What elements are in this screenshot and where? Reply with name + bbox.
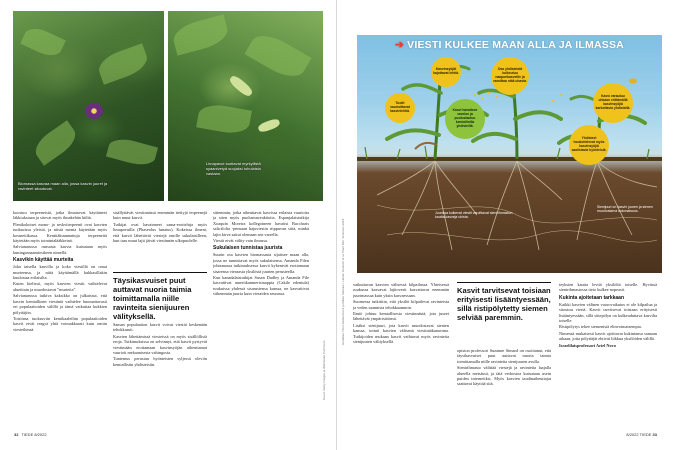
paragraph: Toisiinsa tuoksuviin kemikaaleihin populaatioiden kasvit eivät reagoi yhtä voimakkaasti kuin omiin viesteihinsä.	[13, 315, 107, 332]
pull-quote: Kasvit tarvitsevat toisiaan erityisesti lisääntyessään, sillä ristipölytetty siemen selviää paremmin.	[457, 286, 551, 322]
pullquote-rule	[113, 272, 207, 273]
photo-credit: Kuvat: Getty Images ja Wikimedia Commons	[322, 340, 326, 400]
paragraph: Kuten kielissä, myös kasvien viestit vaihtelevat alueittain ja muodostavat ”murteita”.	[13, 281, 107, 292]
text-column-2-top	[113, 210, 207, 267]
paragraph: Plenikokoiset mono- ja seskviterpeenit ovat kasvien tuoksuissa yleisiä, ja niistä monia käytetään myös kosmetiikassa. Kenttiäkuunnattuja terpeeneitä käytetään myös toimintalääkkeinä.	[13, 221, 107, 244]
paragraph: Joka taisella kasvilla ja koko viestillä on omat murteensa, ja niitä käyttämällä kukkasillakin kuulostaa erilaisilta.	[13, 264, 107, 281]
text-column-2-bottom	[113, 322, 207, 428]
infographic-title-text: VIESTI KULKEE MAAN ALLA JA ILMASSA	[407, 39, 624, 51]
subheading: Kasvikin käyttää murteita	[13, 257, 74, 264]
text-column-3	[213, 210, 309, 428]
pull-quote: Täysikasvuiset puut auttavat nuoria taimia toimittamalla niille ravinteita sienijuuren välityksellä.	[113, 276, 192, 321]
paragraph: opiston professori Suzanne Simard on osoittanut, että täysikasvuiset puut auttavat nuoria taimia toimittamalla niille ravinteita sienijuuren avulla.	[457, 348, 551, 364]
purple-flower	[85, 103, 103, 119]
page-folio-left	[14, 432, 47, 437]
bee-icon	[629, 78, 637, 83]
author-signature: Israelilaisprofessori Ariel Novo	[559, 342, 616, 348]
paragraph: Ristipölytys tekee siemenistä elinvoimaisempia.	[559, 324, 642, 330]
paragraph: Saman populaation kasvit voivat viestiä keskenään tehokkaasti.	[113, 322, 207, 333]
paragraph: vaikuttavan kasvien välisessä kilpailussa. Yhteisessä ruukussa kasvavat lajitoverit kasvattavat enemmän juurimassaa kuin yksin kasvaessaan.	[353, 282, 449, 298]
paragraph: Salvianarussa runsasta kasvia kutsutaan myös kuningasnaamiosikeen nimellä.	[13, 244, 107, 255]
paragraph: Kaikki kasvien välinen vuorovaikutus ei ole kilpailua ja sitoutuu vieriä. Kasvit tarvitsevat toisiaan erityisesti lisääntyessään, sillä siitepölyn on kulkeuduttava kasvilta toiselle.	[559, 301, 657, 324]
info-bubble: Osa yhdisteistä kulkeutuu naapurikasveille ja varoittaa niitä uhasta.	[491, 57, 529, 95]
photo-caption-left: Biomassa kasvaa maan alla, jossa kasvin juuret ja ravinteet sitoutuvat.	[18, 181, 108, 191]
paragraph: Ilmiö johtuu kemiallisesta viestinnästä, jota juuret lähettävät ympäristöönsä.	[353, 311, 449, 322]
paragraph: Suurin osa kasvien biomassasta sijaitsee maan alla, jossa ne tunnistavat myös sukulaisensa. Amanda Filen johtamassa tutkimuksessa kasvit kykenivät erottamaan sisarensa vieraasta yksilöstä juurten perusteella.	[213, 252, 309, 274]
subheading: Kukinta ajoitetaan tarkkaan	[559, 294, 625, 301]
info-bubble: Kasvinsyöjät hajottavat lehtiä.	[431, 57, 461, 87]
text-column-1	[353, 282, 449, 428]
paragraph: Kasvien lähettämissä viesteissä on myös sisällöllisiä eroja. Tutkimuksissa on selvinnyt, että kasvit pystyvät viestimään erottamaan kasvinsyöjän aiheuttamat vaurioit mekaanisesta vahingosta.	[113, 333, 207, 356]
info-bubble: Yhdisteet houkuttelevat myös kasvinsyöjiä saalistavia hyönteisiä.	[569, 125, 609, 165]
lima-bean-photo	[168, 11, 323, 201]
photo-caption-right: Limapavut tuottavat myrkyllistä syaanivetyä suojaksi tuholaisia vastaan.	[206, 161, 261, 176]
paragraph: sisällyttävät viestinnässä enemmän tiettyjä terpeenejä kuin muut kasvit.	[113, 210, 207, 221]
magazine-issue: 8/2022 TIEDE	[626, 432, 652, 437]
salvia-plant-photo	[13, 11, 164, 201]
paragraph: Tuntemus perustuu hyönteisten syljessä oleviin kemiallisiin yhdisteisiin.	[113, 356, 207, 367]
magazine-issue: TIEDE 8/2022	[21, 432, 47, 437]
arrow-icon: ➔	[395, 39, 408, 51]
subheading: Sukulaisen tunnistaa juurista	[213, 245, 283, 252]
paragraph: sittemmin, jotka aiheuttavat kasvissa erilaisia vaurioita ja siten myös puolustusreaktioita. Espanjalaistutkija Xoaquín Moreira kollegoineen havaitsi Baccharis salicifolia -pensaan hajuviestin riippuvan siitä, minkä lajin kirva sattui olemaan sen varrella.	[213, 210, 309, 237]
paragraph: Sienirihmasto välittää viestejä ja ravinteita laajalla alueella metsässä, ja tätä verkostoa kutsutaan usein puiden internetiksi. Myös kasvien taudinaiheuttajat saattavat käyttää sitä.	[457, 365, 551, 387]
graphic-credit: Grafiikka: Piet Hubbenbrock ja Mikko Sibelius / Lähde: Deutsch et al. Plant Biol. Sciences 2018	[341, 218, 345, 345]
info-bubble: Kasvi havaitsee vaurion ja puolustautuu kemiallisilla yhdisteillä.	[445, 99, 485, 139]
paragraph: koostuu terpeeneistä, jotka ilmaisevat käyttäneet läkkiuksiaan ja sitovat myös ilmakehän hiiltä.	[13, 210, 107, 221]
paragraph: Kun kanadalaistutkijat Susan Dudley ja Amanda File kasvattivat ameriikanmerisinappia (Cakile edentula) ruukuissa yhdessä sisarustensa kanssa, ne kasvattivat vähemmän juuria kuin vieraiden seurassa.	[213, 275, 309, 297]
infographic-title	[357, 39, 662, 51]
paragraph: Nimensä mukaisesti kasvit ajoittavat kukintansa samaan aikaan, jotta pölyttäjät ehtivät liikkua yksilöiden välillä.	[559, 330, 657, 342]
info-bubble: Tuotit vaurioittavat kasvinlehtiä.	[385, 93, 415, 123]
paragraph: Suomessa tutkittiin, että yksilöt kilpailevat ravinteista ja veden saannista tehokkaammin.	[353, 299, 449, 310]
pullquote-rule	[457, 282, 551, 283]
page-folio-right	[626, 432, 660, 437]
plant-communication-infographic	[357, 35, 662, 273]
right-page	[337, 0, 674, 450]
text-column-3	[559, 282, 657, 428]
page-number: 32	[14, 432, 19, 437]
text-column-1	[13, 210, 107, 428]
info-bubble: Kasvi varautuu uhkaan erittämällä kasvinsyöjiä karkottavia yhdisteitä.	[593, 83, 633, 123]
root-note: Sienijuuri on kasvin juuren ja sienen muodostama kokonaisuus.	[597, 205, 653, 214]
paragraph: Lisäksi sienijuuri, jota kasvit muodostavat sienien kanssa, toimii kasvien välisenä viestintäkanavana. Tutkijoiden mukaan kasvit vaihtavat myös ravinteita sienijuuren välityksellä.	[353, 322, 449, 345]
page-number: 33	[652, 432, 657, 437]
paragraph: Viestit eivät välity vain ilmassa.	[213, 238, 268, 244]
text-column-2	[457, 348, 551, 428]
paragraph: Tutkijat ovat havainneet sama-erotteluja myös limapavuilla (Phaseolus lunatus). Kokeissa ilmeni, että kasvit lähettävät viestejä omille sukulaisilleen, kun taas muut lajit jäivät viestinnän ulkopuolelle.	[113, 221, 207, 244]
root-note: Juurissa kulkevat viestit varoittavat sienirihmaston kautta kasveja uhista.	[435, 211, 513, 220]
paragraph: Salvianarussa tutkiva kaksikko on julkaissut, että kasvin kemiallinen viestintä vaihtelee huomattavasti eri populaatioiden välillä ja tämä vaikuttaa kukkien pölyttäjiin.	[13, 293, 107, 315]
paragraph: teyksien kautta levitä yksilöltä toiselle. Hyvässä sienirihmastossa tieto kulkee nopeasti.	[559, 282, 657, 293]
